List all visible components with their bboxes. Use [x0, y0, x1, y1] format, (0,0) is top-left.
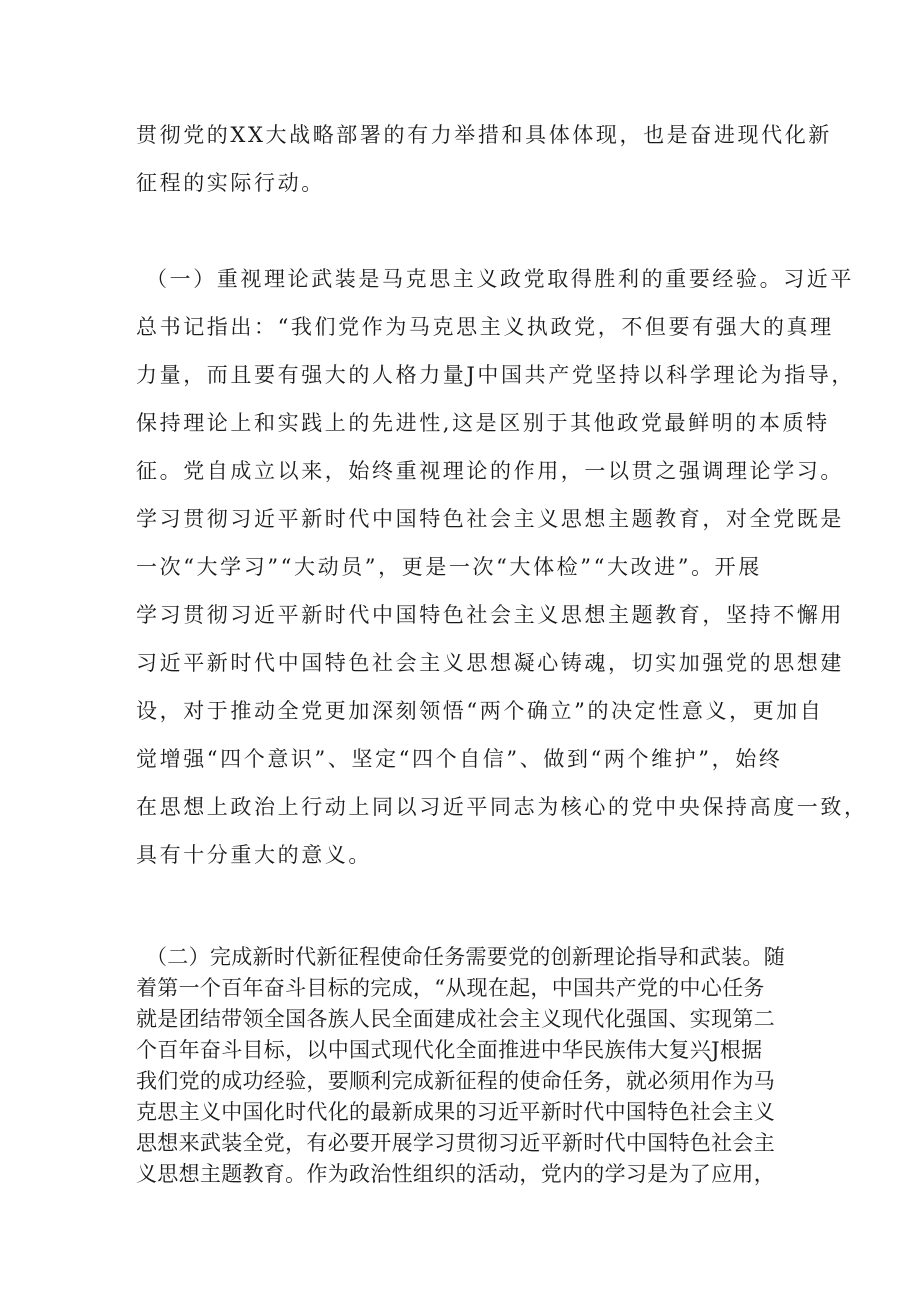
text-line: 克思主义中国化时代化的最新成果的习近平新时代中国特色社会主义 [136, 1100, 775, 1124]
text-line: 贯彻党的XX大战略部署的有力举措和具体体现，也是奋进现代化新 [136, 123, 832, 147]
text-line: 习近平新时代中国特色社会主义思想凝心铸魂，切实加强党的思想建 [136, 651, 844, 675]
text-line: 设，对于推动全党更加深刻领悟“两个确立”的决定性意义，更加自 [136, 699, 824, 723]
text-line: 征。党自成立以来，始终重视理论的作用，一以贯之强调理论学习。 [136, 459, 844, 483]
text-line: 个百年奋斗目标，以中国式现代化全面推进中华民族伟大复兴J根据 [136, 1038, 763, 1062]
text-line: 着第一个百年奋斗目标的完成，“从现在起，中国共产党的中心任务 [136, 976, 765, 1000]
text-line: 觉增强“四个意识”、坚定“四个自信”、做到“两个维护”，始终 [136, 747, 783, 771]
text-line: 在思想上政治上行动上同以习近平同志为核心的党中央保持高度一致， [136, 795, 868, 819]
text-line: 保持理论上和实践上的先进性,这是区别于其他政党最鲜明的本质特 [136, 411, 830, 435]
text-line: 就是团结带领全国各族人民全面建成社会主义现代化强国、实现第二 [136, 1007, 775, 1031]
text-line: 义思想主题教育。作为政治性组织的活动，党内的学习是为了应用， [136, 1162, 775, 1186]
text-line: 我们党的成功经验，要顺利完成新征程的使命任务，就必须用作为马 [136, 1069, 775, 1093]
text-line: 总书记指出：“我们党作为马克思主义执政党，不但要有强大的真理 [136, 315, 834, 339]
text-line: 力量，而且要有强大的人格力量J中国共产党坚持以科学理论为指导， [136, 363, 856, 387]
text-line: 学习贯彻习近平新时代中国特色社会主义思想主题教育，对全党既是 [136, 507, 844, 531]
text-line: 具有十分重大的意义。 [136, 843, 372, 867]
text-line: 征程的实际行动。 [136, 171, 325, 195]
text-line: 一次“大学习”“大动员”，更是一次“大体检”“大改进”。开展 [136, 555, 762, 579]
text-line: （一）重视理论武装是马克思主义政党取得胜利的重要经验。习近平 [146, 267, 854, 291]
text-line: （二）完成新时代新征程使命任务需要党的创新理论指导和武装。随 [146, 945, 785, 969]
text-line: 学习贯彻习近平新时代中国特色社会主义思想主题教育，坚持不懈用 [136, 603, 844, 627]
text-line: 思想来武装全党，有必要开展学习贯彻习近平新时代中国特色社会主 [136, 1131, 775, 1155]
